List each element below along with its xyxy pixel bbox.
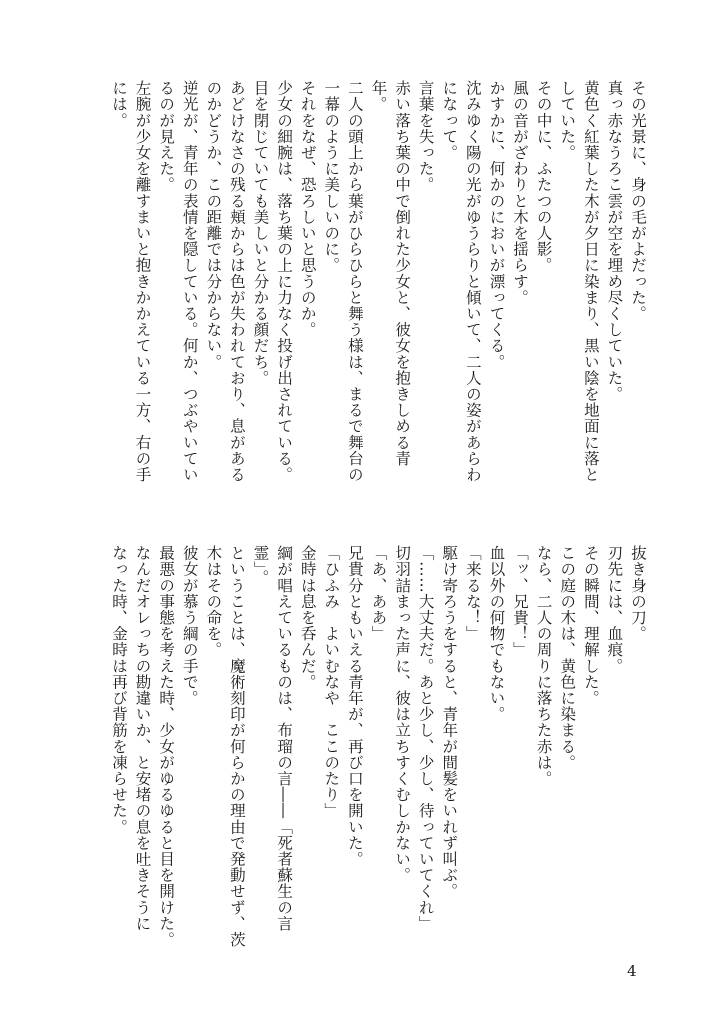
text-line: 左腕が少女を離すまいと抱きかかえている一方、右の手 bbox=[133, 80, 152, 483]
text-line: 沈みゆく陽の光がゆうらりと傾いて、二人の姿があらわ bbox=[463, 80, 482, 483]
text-line: 抜き身の刀。 bbox=[629, 545, 647, 642]
text-line: していた。 bbox=[558, 80, 577, 161]
text-line: 黄色く紅葉した木が夕日に染まり、黒い陰を地面に落と bbox=[581, 80, 600, 483]
text-line: 言葉を失った。 bbox=[416, 80, 435, 193]
text-line: かすかに、何かのにおいが漂ってくる。 bbox=[487, 80, 506, 370]
text-line: のかどうか、この距離では分からない。 bbox=[204, 80, 223, 370]
text-line: るのが見えた。 bbox=[157, 80, 176, 193]
text-line: なら、二人の周りに落ちた赤は。 bbox=[534, 545, 553, 787]
text-line: 年。 bbox=[369, 80, 388, 113]
text-line: 駆け寄ろうをすると、青年が間髪をいれず叫ぶ。 bbox=[440, 545, 459, 900]
text-line: 木はその命を。 bbox=[204, 545, 223, 658]
text-line: 「ひふみ よいむなや ここのたり」 bbox=[322, 545, 341, 819]
text-line: この庭の木は、黄色に染まる。 bbox=[558, 545, 577, 771]
text-line: なった時、金時は再び背筋を凍らせた。 bbox=[109, 545, 128, 835]
text-line: になって。 bbox=[440, 80, 459, 161]
text-line: ということは、魔術刻印が何らかの理由で発動せず、茨 bbox=[227, 545, 246, 948]
text-line: 刃先には、血痕。 bbox=[605, 545, 624, 674]
text-line: あどけなさの残る頬からは色が失われており、息がある bbox=[227, 80, 246, 483]
text-line: その瞬間、理解した。 bbox=[581, 545, 600, 706]
text-line: 真っ赤なうろこ雲が空を埋め尽くしていた。 bbox=[605, 80, 624, 402]
text-line: 逆光が、青年の表情を隠している。何か、つぶやいてい bbox=[180, 80, 199, 483]
text-line: 一幕のように美しいのに。 bbox=[322, 80, 341, 274]
text-line: 金時は息を呑んだ。 bbox=[298, 545, 317, 690]
text-block-top bbox=[106, 80, 649, 500]
text-line: 「あ、ああ」 bbox=[369, 545, 388, 642]
text-line: 最悪の事態を考えた時、少女がゆるゆると目を開けた。 bbox=[157, 545, 176, 948]
text-block-bottom bbox=[106, 545, 649, 948]
text-line: 二人の頭上から葉がひらひらと舞う様は、まるで舞台の bbox=[345, 80, 364, 483]
text-line: その中に、ふたつの人影。 bbox=[534, 80, 553, 274]
text-line: 血以外の何物でもない。 bbox=[487, 545, 506, 723]
text-line: 風の音がざわりと木を揺らす。 bbox=[511, 80, 530, 306]
text-line: には。 bbox=[109, 80, 128, 129]
text-line: 「来るな！」 bbox=[463, 545, 482, 642]
text-line: 彼女が慕う綱の手で。 bbox=[180, 545, 199, 706]
text-line: 目を閉じていても美しいと分かる顔だち。 bbox=[251, 80, 270, 386]
text-line: その光景に、身の毛がよだった。 bbox=[629, 80, 647, 322]
text-line: 兄貴分ともいえる青年が、再び口を開いた。 bbox=[345, 545, 364, 867]
text-line: 「……大丈夫だ。あと少し、少し、待っていてくれ」 bbox=[416, 545, 435, 932]
page-number: 4 bbox=[627, 962, 637, 980]
text-line: 切羽詰まった声に、彼は立ちすくむしかない。 bbox=[393, 545, 412, 884]
text-line: それをなぜ、恐ろしいと思うのか。 bbox=[298, 80, 317, 338]
text-line: 赤い落ち葉の中で倒れた少女と、彼女を抱きしめる青 bbox=[393, 80, 412, 467]
text-line: 「ッ、兄貴！」 bbox=[511, 545, 530, 658]
text-line: 綱が唱えているものは、布瑠の言――「死者蘇生の言 bbox=[275, 545, 294, 932]
text-line: 少女の細腕は、落ち葉の上に力なく投げ出されている。 bbox=[275, 80, 294, 483]
text-line: なんだオレっちの勘違いか、と安堵の息を吐きそうに bbox=[133, 545, 152, 932]
text-line: 霊」。 bbox=[251, 545, 270, 586]
